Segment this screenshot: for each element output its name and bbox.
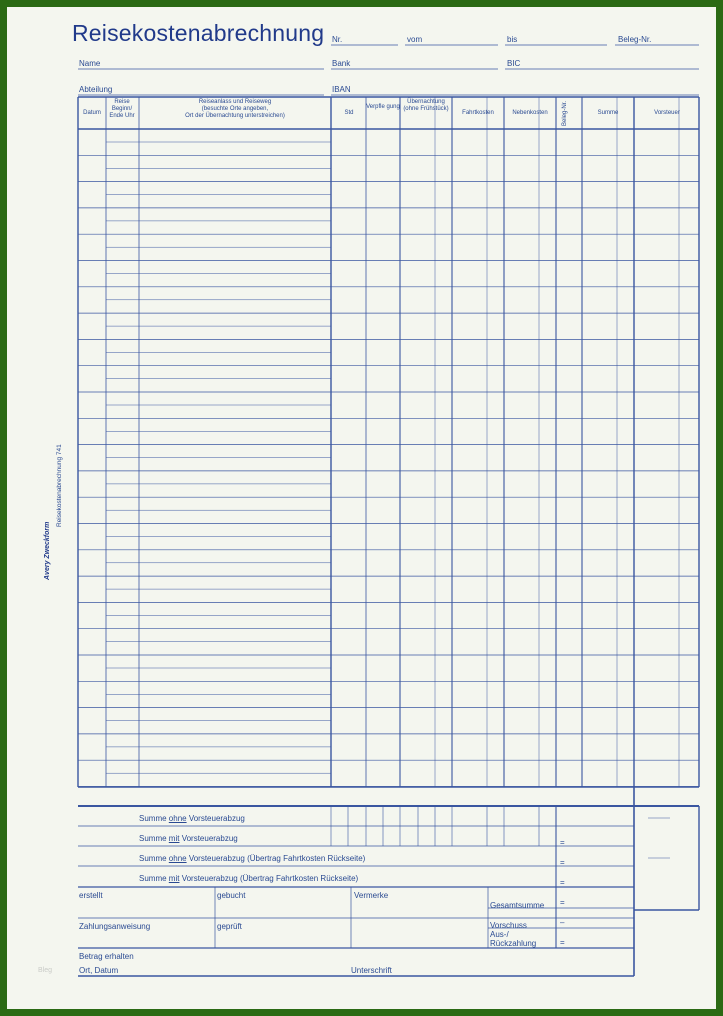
label-vorschuss: Vorschuss: [490, 921, 527, 930]
label-name: Name: [79, 59, 101, 68]
col-nebenkosten: Nebenkosten: [512, 110, 548, 116]
col-vorsteuer: Vorsteuer: [654, 110, 680, 116]
col-fahrtkosten: Fahrtkosten: [462, 110, 494, 116]
label-bis: bis: [507, 35, 518, 44]
label-erstellt: erstellt: [79, 891, 103, 900]
label-nr: Nr.: [332, 35, 343, 44]
col-uebernachtung: Übernachtung (ohne Frühstück): [403, 99, 449, 112]
equals-5: =: [560, 938, 565, 947]
label-bic: BIC: [507, 59, 521, 68]
label-betrag-erhalten: Betrag erhalten: [79, 952, 134, 961]
col-datum: Datum: [83, 110, 101, 116]
side-form-code: Reisekostenabrechnung 741: [56, 444, 63, 527]
equals-2: =: [560, 858, 565, 867]
equals-3: =: [560, 878, 565, 887]
label-bank: Bank: [332, 59, 351, 68]
label-ort-datum: Ort, Datum: [79, 966, 119, 975]
label-unterschrift: Unterschrift: [351, 966, 392, 975]
equals-1: =: [560, 838, 565, 847]
label-gesamtsumme: Gesamtsumme: [490, 901, 545, 910]
label-iban: IBAN: [332, 85, 351, 94]
label-abteilung: Abteilung: [79, 85, 113, 94]
col-verpflegung: Verpfle gung: [366, 104, 400, 110]
label-zahlungsanweisung: Zahlungsanweisung: [79, 922, 151, 931]
summe-mit-vorsteuerabzug: Summe mit Vorsteuerabzug: [139, 834, 238, 843]
watermark-text: Bleg: [38, 967, 53, 974]
summe-ohne-vorsteuerabzug: Summe ohne Vorsteuerabzug: [139, 814, 245, 823]
summe-ohne-uebertrag: Summe ohne Vorsteuerabzug (Übertrag Fahrtkosten Rückseite): [139, 854, 366, 863]
col-reise-beginn-ende: Reise Beginn/ Ende Uhr: [109, 99, 135, 119]
label-geprueft: geprüft: [217, 922, 242, 931]
col-std: Std: [344, 110, 354, 116]
form-title: Reisekostenabrechnung: [72, 20, 325, 46]
label-beleg-nr: Beleg-Nr.: [618, 35, 652, 44]
summe-mit-uebertrag: Summe mit Vorsteuerabzug (Übertrag Fahrtkosten Rückseite): [139, 874, 359, 883]
avery-logo: Avery Zweckform: [44, 521, 51, 580]
label-gebucht: gebucht: [217, 891, 246, 900]
col-beleg-nr: Beleg-Nr.: [562, 100, 568, 126]
minus-1: –: [560, 918, 565, 927]
col-summe: Summe: [597, 110, 619, 116]
label-vom: vom: [407, 35, 423, 44]
label-vermerke: Vermerke: [354, 891, 389, 900]
label-aus-rueckzahlung: Aus-/ Rückzahlung: [490, 930, 537, 948]
equals-4: =: [560, 898, 565, 907]
col-reiseanlass: Reiseanlass und Reiseweg (besuchte Orte angeben, Ort der Übernachtung unterstreichen): [185, 99, 285, 119]
